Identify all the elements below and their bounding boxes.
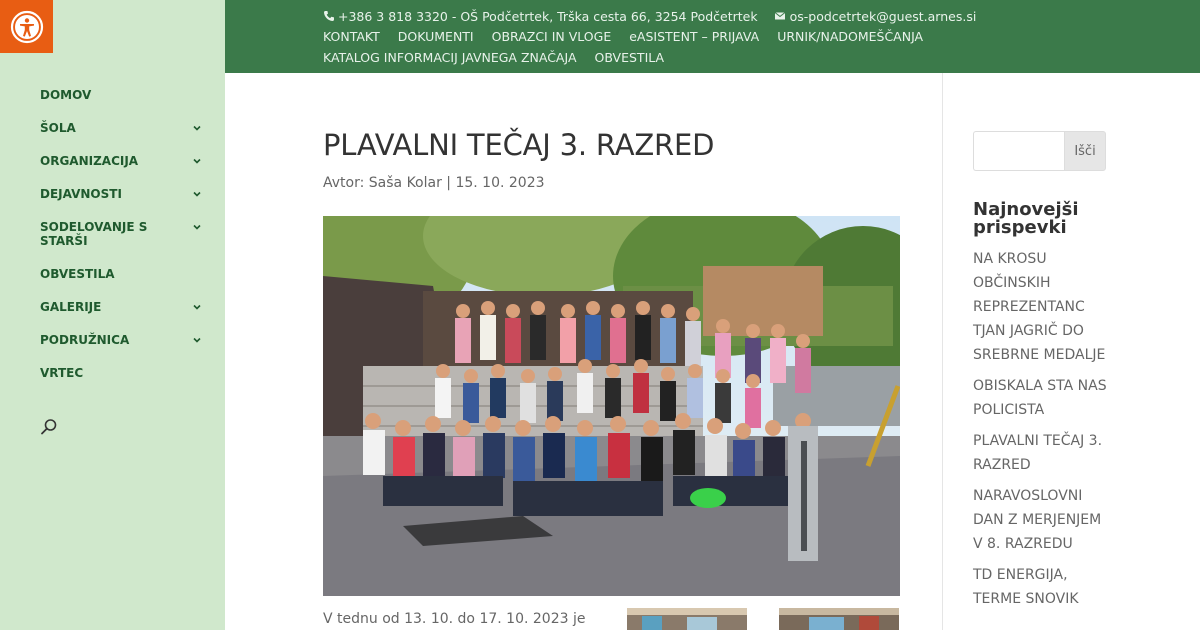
sidebar bbox=[0, 0, 225, 630]
sidebar-item[interactable] bbox=[40, 220, 210, 248]
sidebar-item[interactable] bbox=[40, 300, 210, 314]
gallery-thumbnail[interactable] bbox=[627, 608, 747, 630]
sidebar-item[interactable] bbox=[40, 267, 210, 281]
recent-posts-title: Najnovejši prispevki bbox=[973, 199, 1079, 238]
chevron-down-icon[interactable] bbox=[192, 335, 202, 345]
sidebar-item-label: DEJAVNOSTI bbox=[40, 187, 122, 201]
sidebar-item-label: GALERIJE bbox=[40, 300, 102, 314]
top-nav-link[interactable]: eASISTENT – PRIJAVA bbox=[629, 29, 760, 44]
sidebar-item[interactable] bbox=[40, 88, 210, 102]
thumbnail-image bbox=[779, 608, 899, 630]
top-nav-link[interactable]: KATALOG INFORMACIJ JAVNEGA ZNAČAJA bbox=[323, 50, 577, 65]
sidebar-item-label: DOMOV bbox=[40, 88, 92, 102]
top-nav-link[interactable]: KONTAKT bbox=[323, 29, 380, 44]
accessibility-icon bbox=[10, 10, 44, 44]
search-widget bbox=[973, 131, 1106, 171]
thumbnail-image bbox=[627, 608, 747, 630]
recent-post-link[interactable]: TD ENERGIJA, TERME SNOVIK bbox=[973, 567, 1079, 607]
top-header bbox=[225, 0, 1200, 73]
chevron-down-icon[interactable] bbox=[192, 222, 202, 232]
sidebar-item[interactable] bbox=[40, 333, 210, 347]
sidebar-item[interactable] bbox=[40, 154, 210, 168]
recent-post-link[interactable]: NARAVOSLOVNI DAN Z MERJENJEM V 8. RAZREDU bbox=[973, 488, 1102, 552]
contact-info bbox=[323, 8, 976, 24]
chevron-down-icon[interactable] bbox=[192, 123, 202, 133]
phone-address[interactable]: +386 3 818 3320 - OŠ Podčetrtek, Trška cesta 66, 3254 Podčetrtek bbox=[338, 8, 758, 24]
top-nav-row-2 bbox=[323, 50, 682, 65]
chevron-down-icon[interactable] bbox=[192, 189, 202, 199]
search-button[interactable]: Išči bbox=[1064, 131, 1106, 171]
top-nav-link[interactable]: OBVESTILA bbox=[594, 50, 665, 65]
sidebar-item[interactable] bbox=[40, 187, 210, 201]
sidebar-item[interactable] bbox=[40, 121, 210, 135]
sidebar-item-label: VRTEC bbox=[40, 366, 84, 380]
sidebar-item-label: ŠOLA bbox=[40, 121, 76, 135]
search-icon[interactable] bbox=[40, 418, 58, 436]
recent-posts-list bbox=[973, 247, 1113, 618]
email-link[interactable]: os-podcetrtek@guest.arnes.si bbox=[789, 8, 977, 24]
top-nav-link[interactable]: OBRAZCI IN VLOGE bbox=[491, 29, 612, 44]
post-meta: Avtor: Saša Kolar | 15. 10. 2023 bbox=[323, 175, 545, 191]
sidebar-item-label: OBVESTILA bbox=[40, 267, 115, 281]
sidebar-item-label: PODRUŽNICA bbox=[40, 333, 130, 347]
sidebar-item-label: ORGANIZACIJA bbox=[40, 154, 139, 168]
recent-post-link[interactable]: PLAVALNI TEČAJ 3. RAZRED bbox=[973, 433, 1103, 473]
top-nav-link[interactable]: DOKUMENTI bbox=[397, 29, 474, 44]
top-nav-row-1 bbox=[323, 29, 941, 44]
email-icon bbox=[774, 10, 786, 22]
phone-icon bbox=[323, 10, 335, 22]
gallery-thumbnail[interactable] bbox=[779, 608, 899, 630]
chevron-down-icon[interactable] bbox=[192, 302, 202, 312]
recent-post-link[interactable]: NA KROSU OBČINSKIH REPREZENTANC TJAN JAGRIČ DO SREBRNE MEDALJE bbox=[973, 251, 1106, 363]
content-divider bbox=[942, 73, 943, 630]
accessibility-button[interactable] bbox=[0, 0, 53, 53]
post-title: PLAVALNI TEČAJ 3. RAZRED bbox=[323, 128, 715, 162]
top-nav-link[interactable]: URNIK/NADOMEŠČANJA bbox=[777, 29, 924, 44]
chevron-down-icon[interactable] bbox=[192, 156, 202, 166]
recent-post-link[interactable]: OBISKALA STA NAS POLICISTA bbox=[973, 378, 1107, 418]
sidebar-item[interactable] bbox=[40, 366, 210, 380]
sidebar-item-label: SODELOVANJE S STARŠI bbox=[40, 220, 148, 248]
group-photo-image bbox=[323, 216, 900, 596]
post-featured-image[interactable] bbox=[323, 216, 900, 596]
post-excerpt: V tednu od 13. 10. do 17. 10. 2023 je bbox=[323, 611, 586, 627]
search-input[interactable] bbox=[973, 131, 1064, 171]
